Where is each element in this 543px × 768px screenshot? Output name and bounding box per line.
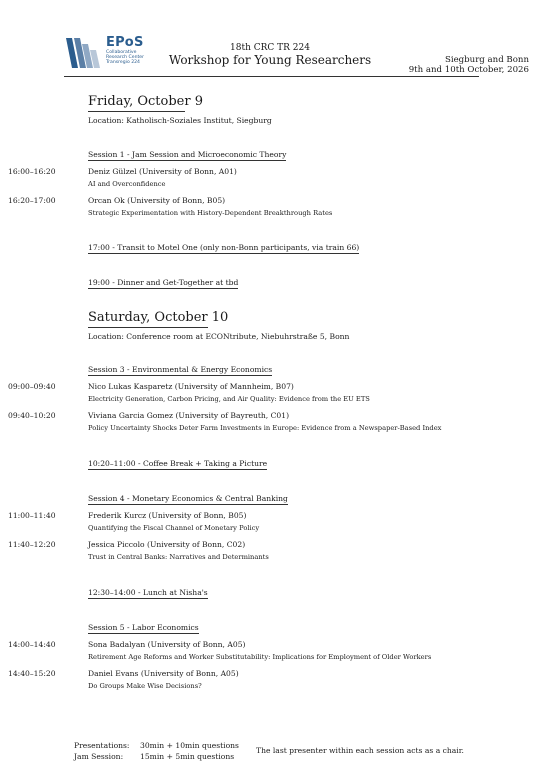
logo-sub-2: Research Center bbox=[106, 55, 144, 61]
talk-time: 14:00–14:40 bbox=[8, 640, 56, 649]
talk-speaker: Sona Badalyan (University of Bonn, A05) bbox=[88, 640, 246, 649]
page-header bbox=[0, 0, 543, 80]
talk-title: AI and Overconfidence bbox=[88, 180, 166, 188]
talk-speaker: Daniel Evans (University of Bonn, A05) bbox=[88, 669, 239, 678]
session-heading bbox=[88, 365, 272, 374]
talk-time: 09:40–10:20 bbox=[8, 411, 56, 420]
event-place: Siegburg and Bonn bbox=[444, 55, 529, 65]
event-dates: 9th and 10th October, 2026 bbox=[408, 65, 529, 75]
jam-label: Jam Session: bbox=[74, 752, 124, 761]
break-heading bbox=[88, 459, 267, 468]
break-label: 12:30–14:00 - Lunch at Nisha's bbox=[88, 588, 208, 597]
session-label: Session 1 - Jam Session and Microeconomic Theory bbox=[88, 150, 287, 159]
talk-time: 16:20–17:00 bbox=[8, 196, 56, 205]
session-label: Session 4 - Monetary Economics & Central Banking bbox=[88, 494, 288, 503]
day-location: Location: Katholisch-Soziales Institut, Siegburg bbox=[88, 116, 272, 125]
talk-title: Electricity Generation, Carbon Pricing, and Air Quality: Evidence from the EU ETS bbox=[88, 395, 370, 403]
epos-logo bbox=[64, 36, 174, 70]
talk-title: Trust in Central Banks: Narratives and Determinants bbox=[88, 553, 269, 561]
session-label: Session 3 - Environmental & Energy Economics bbox=[88, 365, 273, 374]
logo-name: EPoS bbox=[106, 35, 144, 50]
presentations-value: 30min + 10min questions bbox=[140, 741, 239, 750]
talk-speaker: Jessica Piccolo (University of Bonn, C02) bbox=[88, 540, 246, 549]
jam-value: 15min + 5min questions bbox=[140, 752, 235, 761]
day-title-underline bbox=[88, 327, 208, 328]
break-label: 17:00 - Transit to Motel One (only non-Bonn participants, via train 66) bbox=[88, 243, 360, 252]
day-title-underline bbox=[88, 111, 185, 112]
logo-sub-1: Collaborative bbox=[106, 50, 137, 55]
event-title: Workshop for Young Researchers bbox=[168, 53, 372, 67]
break-heading bbox=[88, 243, 359, 252]
talk-time: 14:40–15:20 bbox=[8, 669, 56, 678]
break-heading bbox=[88, 588, 208, 597]
epos-logo-mark-icon bbox=[64, 36, 104, 70]
break-label: 19:00 - Dinner and Get-Together at tbd bbox=[88, 278, 239, 287]
talk-time: 11:00–11:40 bbox=[8, 511, 56, 520]
break-label: 10:20–11:00 - Coffee Break + Taking a Picture bbox=[88, 459, 268, 468]
session-heading bbox=[88, 150, 286, 159]
talk-title: Retirement Age Reforms and Worker Substitutability: Implications for Employment of Older Workers bbox=[88, 653, 432, 661]
logo-sub-3: Transregio 224 bbox=[106, 60, 140, 66]
footer-notes bbox=[0, 738, 543, 768]
talk-speaker: Nico Lukas Kasparetz (University of Mannheim, B07) bbox=[88, 382, 294, 391]
day-title: Saturday, October 10 bbox=[88, 310, 229, 325]
session-heading bbox=[88, 623, 199, 632]
talk-title: Strategic Experimentation with History-Dependent Breakthrough Rates bbox=[88, 209, 333, 217]
day-title: Friday, October 9 bbox=[88, 94, 203, 109]
talk-time: 11:40–12:20 bbox=[8, 540, 56, 549]
talk-title: Policy Uncertainty Shocks Deter Farm Investments in Europe: Evidence from a Newspaper-Based Index bbox=[88, 424, 442, 432]
talk-speaker: Viviana Garcia Gomez (University of Bayreuth, C01) bbox=[88, 411, 290, 420]
talk-speaker: Frederik Kurcz (University of Bonn, B05) bbox=[88, 511, 247, 520]
talk-speaker: Deniz Gülzel (University of Bonn, A01) bbox=[88, 167, 237, 176]
day-location: Location: Conference room at ECONtribute, Niebuhrstraße 5, Bonn bbox=[88, 332, 350, 341]
session-label: Session 5 - Labor Economics bbox=[88, 623, 199, 632]
talk-speaker: Orcan Ok (University of Bonn, B05) bbox=[88, 196, 226, 205]
header-divider bbox=[64, 76, 479, 77]
talk-time: 16:00–16:20 bbox=[8, 167, 56, 176]
event-place-date bbox=[409, 55, 529, 75]
talk-title: Do Groups Make Wise Decisions? bbox=[88, 682, 202, 690]
talk-time: 09:00–09:40 bbox=[8, 382, 56, 391]
chair-note: The last presenter within each session acts as a chair. bbox=[256, 746, 464, 755]
break-heading bbox=[88, 278, 238, 287]
presentations-label: Presentations: bbox=[74, 741, 130, 750]
session-heading bbox=[88, 494, 288, 503]
talk-title: Quantifying the Fiscal Channel of Monetary Policy bbox=[88, 524, 260, 532]
event-edition: 18th CRC TR 224 bbox=[230, 43, 310, 53]
